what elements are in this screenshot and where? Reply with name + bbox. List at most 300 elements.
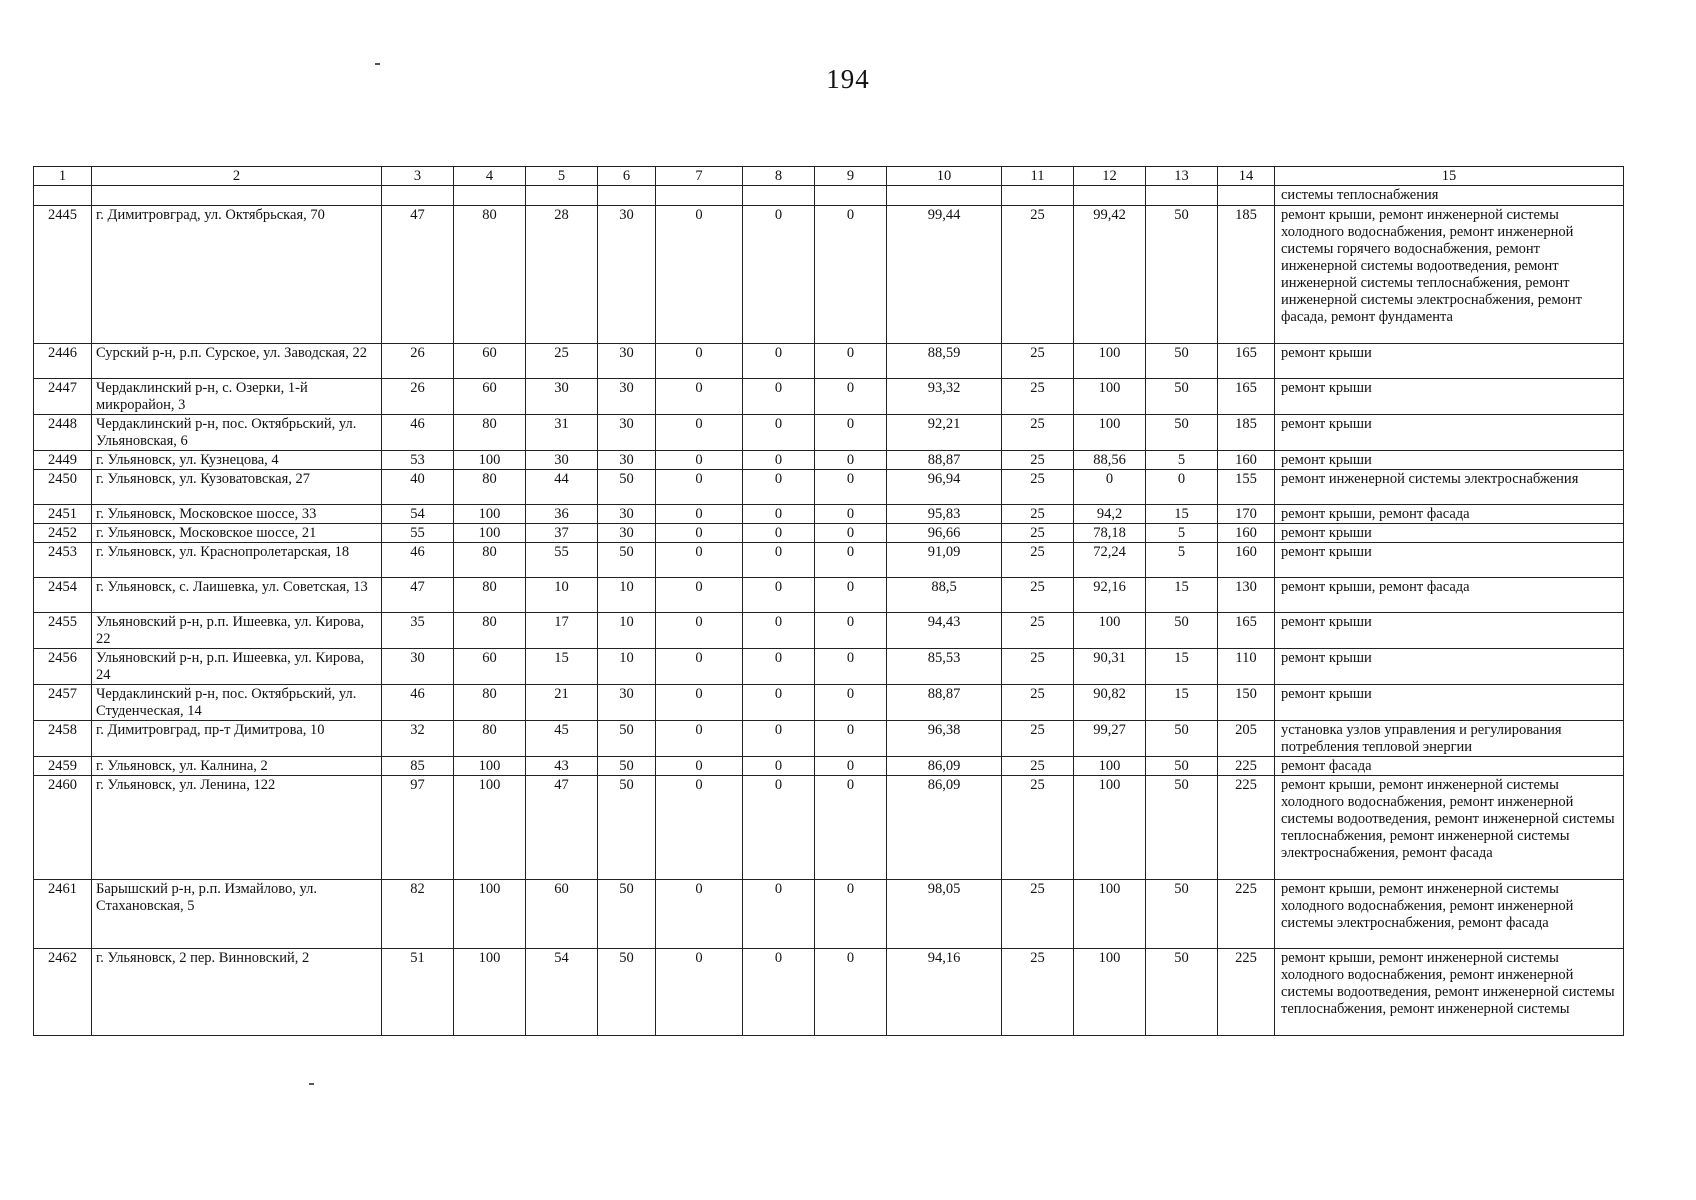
col11-cell: 25 [1002,949,1074,1036]
col8-cell: 0 [743,776,815,880]
col14-cell: 225 [1218,757,1275,776]
col6-cell: 50 [598,757,656,776]
works-cell: ремонт крыши [1275,543,1624,578]
col10-cell: 88,5 [887,578,1002,613]
col12-cell: 94,2 [1074,505,1146,524]
col13-cell: 0 [1146,470,1218,505]
table-row [34,379,1624,415]
col7-cell: 0 [656,543,743,578]
col3-cell: 26 [382,379,454,415]
works-cell: ремонт крыши [1275,685,1624,721]
col5-cell: 44 [526,470,598,505]
col7-cell: 0 [656,757,743,776]
col8-cell: 0 [743,721,815,757]
col7-cell: 0 [656,206,743,344]
col7-cell: 0 [656,649,743,685]
col8-cell: 0 [743,757,815,776]
column-number-3: 3 [382,167,454,186]
col7-cell: 0 [656,949,743,1036]
col10-cell: 91,09 [887,543,1002,578]
address-cell: Сурский р-н, р.п. Сурское, ул. Заводская, 22 [92,344,382,379]
works-cell: ремонт крыши, ремонт фасада [1275,578,1624,613]
col10-cell: 94,16 [887,949,1002,1036]
column-number-8: 8 [743,167,815,186]
col4-cell: 100 [454,451,526,470]
col5-cell: 47 [526,776,598,880]
col13-cell: 50 [1146,415,1218,451]
column-number-6: 6 [598,167,656,186]
col13-cell: 15 [1146,578,1218,613]
col4-cell: 100 [454,757,526,776]
col12-cell: 72,24 [1074,543,1146,578]
col8-cell: 0 [743,344,815,379]
col14-cell: 185 [1218,415,1275,451]
col5-cell: 55 [526,543,598,578]
col14-cell: 225 [1218,880,1275,949]
col12-cell: 90,82 [1074,685,1146,721]
col12-cell: 99,27 [1074,721,1146,757]
table-row [34,470,1624,505]
col6-cell: 30 [598,379,656,415]
empty-cell [1002,186,1074,206]
col4-cell: 60 [454,379,526,415]
col10-cell: 96,66 [887,524,1002,543]
col7-cell: 0 [656,415,743,451]
col6-cell: 30 [598,344,656,379]
col10-cell: 88,87 [887,451,1002,470]
row-number-cell: 2447 [34,379,92,415]
col7-cell: 0 [656,578,743,613]
col6-cell: 50 [598,880,656,949]
col14-cell: 185 [1218,206,1275,344]
column-number-1: 1 [34,167,92,186]
address-cell: г. Ульяновск, 2 пер. Винновский, 2 [92,949,382,1036]
col3-cell: 46 [382,415,454,451]
continuation-works-cell: системы теплоснабжения [1275,186,1624,206]
column-number-9: 9 [815,167,887,186]
table-row [34,344,1624,379]
col13-cell: 50 [1146,880,1218,949]
col6-cell: 10 [598,649,656,685]
col9-cell: 0 [815,949,887,1036]
table-row [34,685,1624,721]
column-number-10: 10 [887,167,1002,186]
col12-cell: 78,18 [1074,524,1146,543]
col5-cell: 25 [526,344,598,379]
col9-cell: 0 [815,524,887,543]
empty-cell [1074,186,1146,206]
table-row [34,613,1624,649]
address-cell: г. Ульяновск, ул. Краснопролетарская, 18 [92,543,382,578]
address-cell: Ульяновский р-н, р.п. Ишеевка, ул. Кирова, 22 [92,613,382,649]
col11-cell: 25 [1002,757,1074,776]
address-cell: г. Димитровград, ул. Октябрьская, 70 [92,206,382,344]
address-cell: г. Ульяновск, ул. Калнина, 2 [92,757,382,776]
col5-cell: 30 [526,379,598,415]
col3-cell: 53 [382,451,454,470]
col9-cell: 0 [815,649,887,685]
col4-cell: 60 [454,344,526,379]
empty-cell [454,186,526,206]
address-cell: Ульяновский р-н, р.п. Ишеевка, ул. Кирова, 24 [92,649,382,685]
works-cell: установка узлов управления и регулирования потребления тепловой энергии [1275,721,1624,757]
col4-cell: 80 [454,613,526,649]
col9-cell: 0 [815,880,887,949]
col5-cell: 30 [526,451,598,470]
col6-cell: 10 [598,613,656,649]
empty-cell [1218,186,1275,206]
column-number-12: 12 [1074,167,1146,186]
col7-cell: 0 [656,776,743,880]
col10-cell: 93,32 [887,379,1002,415]
column-number-2: 2 [92,167,382,186]
col7-cell: 0 [656,470,743,505]
col5-cell: 21 [526,685,598,721]
col3-cell: 54 [382,505,454,524]
col3-cell: 30 [382,649,454,685]
empty-cell [92,186,382,206]
col4-cell: 80 [454,206,526,344]
col9-cell: 0 [815,776,887,880]
table-row [34,949,1624,1036]
col3-cell: 26 [382,344,454,379]
column-number-14: 14 [1218,167,1275,186]
empty-cell [382,186,454,206]
col7-cell: 0 [656,505,743,524]
row-number-cell: 2457 [34,685,92,721]
col14-cell: 160 [1218,543,1275,578]
table-row [34,524,1624,543]
col6-cell: 30 [598,524,656,543]
col13-cell: 50 [1146,776,1218,880]
col7-cell: 0 [656,379,743,415]
table-row [34,578,1624,613]
col4-cell: 100 [454,880,526,949]
empty-cell [815,186,887,206]
address-cell: Чердаклинский р-н, пос. Октябрьский, ул. Ульяновская, 6 [92,415,382,451]
table-row [34,757,1624,776]
row-number-cell: 2453 [34,543,92,578]
col11-cell: 25 [1002,721,1074,757]
col8-cell: 0 [743,578,815,613]
col11-cell: 25 [1002,505,1074,524]
col12-cell: 100 [1074,949,1146,1036]
works-cell: ремонт крыши, ремонт инженерной системы холодного водоснабжения, ремонт инженерной системы водоотведения, ремонт инженерной системы теплоснабжения, ремонт инженерной системы электроснабжения, ремонт фасада [1275,776,1624,880]
col8-cell: 0 [743,949,815,1036]
col8-cell: 0 [743,649,815,685]
col13-cell: 5 [1146,543,1218,578]
col3-cell: 55 [382,524,454,543]
col11-cell: 25 [1002,880,1074,949]
col6-cell: 30 [598,206,656,344]
col4-cell: 100 [454,776,526,880]
col7-cell: 0 [656,613,743,649]
col3-cell: 51 [382,949,454,1036]
row-number-cell: 2446 [34,344,92,379]
col13-cell: 50 [1146,206,1218,344]
address-cell: г. Ульяновск, с. Лаишевка, ул. Советская, 13 [92,578,382,613]
address-cell: г. Ульяновск, ул. Ленина, 122 [92,776,382,880]
col8-cell: 0 [743,880,815,949]
col8-cell: 0 [743,379,815,415]
col12-cell: 90,31 [1074,649,1146,685]
col11-cell: 25 [1002,470,1074,505]
col6-cell: 30 [598,415,656,451]
works-cell: ремонт крыши [1275,524,1624,543]
col3-cell: 47 [382,206,454,344]
row-number-cell: 2450 [34,470,92,505]
col13-cell: 5 [1146,451,1218,470]
col8-cell: 0 [743,451,815,470]
col12-cell: 100 [1074,379,1146,415]
col3-cell: 46 [382,543,454,578]
col4-cell: 80 [454,721,526,757]
col12-cell: 0 [1074,470,1146,505]
address-cell: г. Ульяновск, ул. Кузнецова, 4 [92,451,382,470]
col6-cell: 50 [598,543,656,578]
col9-cell: 0 [815,344,887,379]
col6-cell: 30 [598,505,656,524]
col7-cell: 0 [656,344,743,379]
col10-cell: 86,09 [887,757,1002,776]
row-number-cell: 2455 [34,613,92,649]
col11-cell: 25 [1002,543,1074,578]
row-number-cell: 2458 [34,721,92,757]
col13-cell: 15 [1146,505,1218,524]
row-number-cell: 2449 [34,451,92,470]
col9-cell: 0 [815,578,887,613]
col5-cell: 43 [526,757,598,776]
col4-cell: 60 [454,649,526,685]
column-number-4: 4 [454,167,526,186]
col5-cell: 54 [526,949,598,1036]
col10-cell: 94,43 [887,613,1002,649]
column-number-5: 5 [526,167,598,186]
col8-cell: 0 [743,505,815,524]
works-cell: ремонт крыши [1275,613,1624,649]
col13-cell: 50 [1146,379,1218,415]
address-cell: Барышский р-н, р.п. Измайлово, ул. Стахановская, 5 [92,880,382,949]
col13-cell: 15 [1146,649,1218,685]
col14-cell: 160 [1218,524,1275,543]
column-number-7: 7 [656,167,743,186]
table-row [34,880,1624,949]
col3-cell: 97 [382,776,454,880]
col9-cell: 0 [815,470,887,505]
col10-cell: 86,09 [887,776,1002,880]
col5-cell: 60 [526,880,598,949]
col7-cell: 0 [656,451,743,470]
col14-cell: 225 [1218,949,1275,1036]
col6-cell: 30 [598,685,656,721]
col14-cell: 170 [1218,505,1275,524]
col9-cell: 0 [815,505,887,524]
empty-cell [1146,186,1218,206]
row-number-cell: 2452 [34,524,92,543]
col11-cell: 25 [1002,613,1074,649]
row-number-cell: 2445 [34,206,92,344]
col12-cell: 92,16 [1074,578,1146,613]
col9-cell: 0 [815,721,887,757]
col3-cell: 32 [382,721,454,757]
empty-cell [887,186,1002,206]
col4-cell: 80 [454,470,526,505]
table-row [34,776,1624,880]
col10-cell: 99,44 [887,206,1002,344]
col10-cell: 88,87 [887,685,1002,721]
col14-cell: 205 [1218,721,1275,757]
works-cell: ремонт крыши [1275,451,1624,470]
col5-cell: 28 [526,206,598,344]
col8-cell: 0 [743,685,815,721]
col12-cell: 88,56 [1074,451,1146,470]
table-row [34,505,1624,524]
page-number: 194 [826,64,870,94]
col5-cell: 36 [526,505,598,524]
table-row [34,543,1624,578]
col13-cell: 50 [1146,757,1218,776]
scan-speck [309,1083,314,1085]
col14-cell: 150 [1218,685,1275,721]
col7-cell: 0 [656,880,743,949]
col14-cell: 165 [1218,379,1275,415]
col8-cell: 0 [743,206,815,344]
empty-cell [526,186,598,206]
col12-cell: 100 [1074,415,1146,451]
empty-cell [656,186,743,206]
col4-cell: 100 [454,505,526,524]
col6-cell: 10 [598,578,656,613]
works-cell: ремонт фасада [1275,757,1624,776]
col5-cell: 15 [526,649,598,685]
col8-cell: 0 [743,613,815,649]
col12-cell: 100 [1074,776,1146,880]
row-number-cell: 2451 [34,505,92,524]
col4-cell: 80 [454,415,526,451]
col3-cell: 47 [382,578,454,613]
col10-cell: 95,83 [887,505,1002,524]
column-number-15: 15 [1275,167,1624,186]
col11-cell: 25 [1002,524,1074,543]
column-number-13: 13 [1146,167,1218,186]
col7-cell: 0 [656,721,743,757]
col13-cell: 50 [1146,721,1218,757]
col9-cell: 0 [815,451,887,470]
works-cell: ремонт крыши, ремонт инженерной системы холодного водоснабжения, ремонт инженерной системы горячего водоснабжения, ремонт инженерной системы водоотведения, ремонт инженерной системы теплоснабжения, ремонт инженерной системы электроснабжения, ремонт фасада, ремонт фундамента [1275,206,1624,344]
col11-cell: 25 [1002,206,1074,344]
col13-cell: 15 [1146,685,1218,721]
col11-cell: 25 [1002,776,1074,880]
col5-cell: 37 [526,524,598,543]
col5-cell: 45 [526,721,598,757]
col13-cell: 50 [1146,344,1218,379]
col11-cell: 25 [1002,578,1074,613]
col7-cell: 0 [656,524,743,543]
col4-cell: 80 [454,578,526,613]
col11-cell: 25 [1002,379,1074,415]
col14-cell: 110 [1218,649,1275,685]
col9-cell: 0 [815,613,887,649]
works-cell: ремонт крыши [1275,415,1624,451]
col9-cell: 0 [815,757,887,776]
col9-cell: 0 [815,543,887,578]
col14-cell: 165 [1218,344,1275,379]
col13-cell: 50 [1146,613,1218,649]
column-number-11: 11 [1002,167,1074,186]
col13-cell: 5 [1146,524,1218,543]
works-cell: ремонт крыши [1275,649,1624,685]
col5-cell: 10 [526,578,598,613]
col7-cell: 0 [656,685,743,721]
empty-cell [34,186,92,206]
table-container [33,166,1624,1036]
col4-cell: 80 [454,543,526,578]
empty-cell [598,186,656,206]
col8-cell: 0 [743,524,815,543]
col12-cell: 100 [1074,613,1146,649]
col13-cell: 50 [1146,949,1218,1036]
scan-speck [375,63,380,65]
col10-cell: 92,21 [887,415,1002,451]
continuation-row [34,186,1624,206]
col11-cell: 25 [1002,344,1074,379]
empty-cell [743,186,815,206]
col14-cell: 225 [1218,776,1275,880]
col11-cell: 25 [1002,685,1074,721]
col4-cell: 100 [454,524,526,543]
col10-cell: 96,38 [887,721,1002,757]
address-cell: г. Ульяновск, ул. Кузоватовская, 27 [92,470,382,505]
col5-cell: 17 [526,613,598,649]
row-number-cell: 2448 [34,415,92,451]
works-cell: ремонт крыши, ремонт инженерной системы холодного водоснабжения, ремонт инженерной системы электроснабжения, ремонт фасада [1275,880,1624,949]
col11-cell: 25 [1002,415,1074,451]
col10-cell: 85,53 [887,649,1002,685]
col10-cell: 98,05 [887,880,1002,949]
row-number-cell: 2461 [34,880,92,949]
works-cell: ремонт крыши, ремонт инженерной системы холодного водоснабжения, ремонт инженерной системы водоотведения, ремонт инженерной системы теплоснабжения, ремонт инженерной системы [1275,949,1624,1036]
address-cell: Чердаклинский р-н, с. Озерки, 1-й микрорайон, 3 [92,379,382,415]
col12-cell: 100 [1074,344,1146,379]
col6-cell: 50 [598,776,656,880]
col5-cell: 31 [526,415,598,451]
col14-cell: 130 [1218,578,1275,613]
col8-cell: 0 [743,470,815,505]
works-cell: ремонт инженерной системы электроснабжения [1275,470,1624,505]
row-number-cell: 2456 [34,649,92,685]
works-cell: ремонт крыши [1275,379,1624,415]
col12-cell: 100 [1074,880,1146,949]
col4-cell: 100 [454,949,526,1036]
row-number-cell: 2454 [34,578,92,613]
col12-cell: 99,42 [1074,206,1146,344]
table-row [34,721,1624,757]
table-row [34,649,1624,685]
col4-cell: 80 [454,685,526,721]
works-cell: ремонт крыши [1275,344,1624,379]
table-row [34,415,1624,451]
col9-cell: 0 [815,206,887,344]
col12-cell: 100 [1074,757,1146,776]
col10-cell: 88,59 [887,344,1002,379]
col6-cell: 50 [598,470,656,505]
address-cell: Чердаклинский р-н, пос. Октябрьский, ул. Студенческая, 14 [92,685,382,721]
col3-cell: 85 [382,757,454,776]
col8-cell: 0 [743,415,815,451]
col14-cell: 155 [1218,470,1275,505]
address-cell: г. Димитровград, пр-т Димитрова, 10 [92,721,382,757]
works-cell: ремонт крыши, ремонт фасада [1275,505,1624,524]
